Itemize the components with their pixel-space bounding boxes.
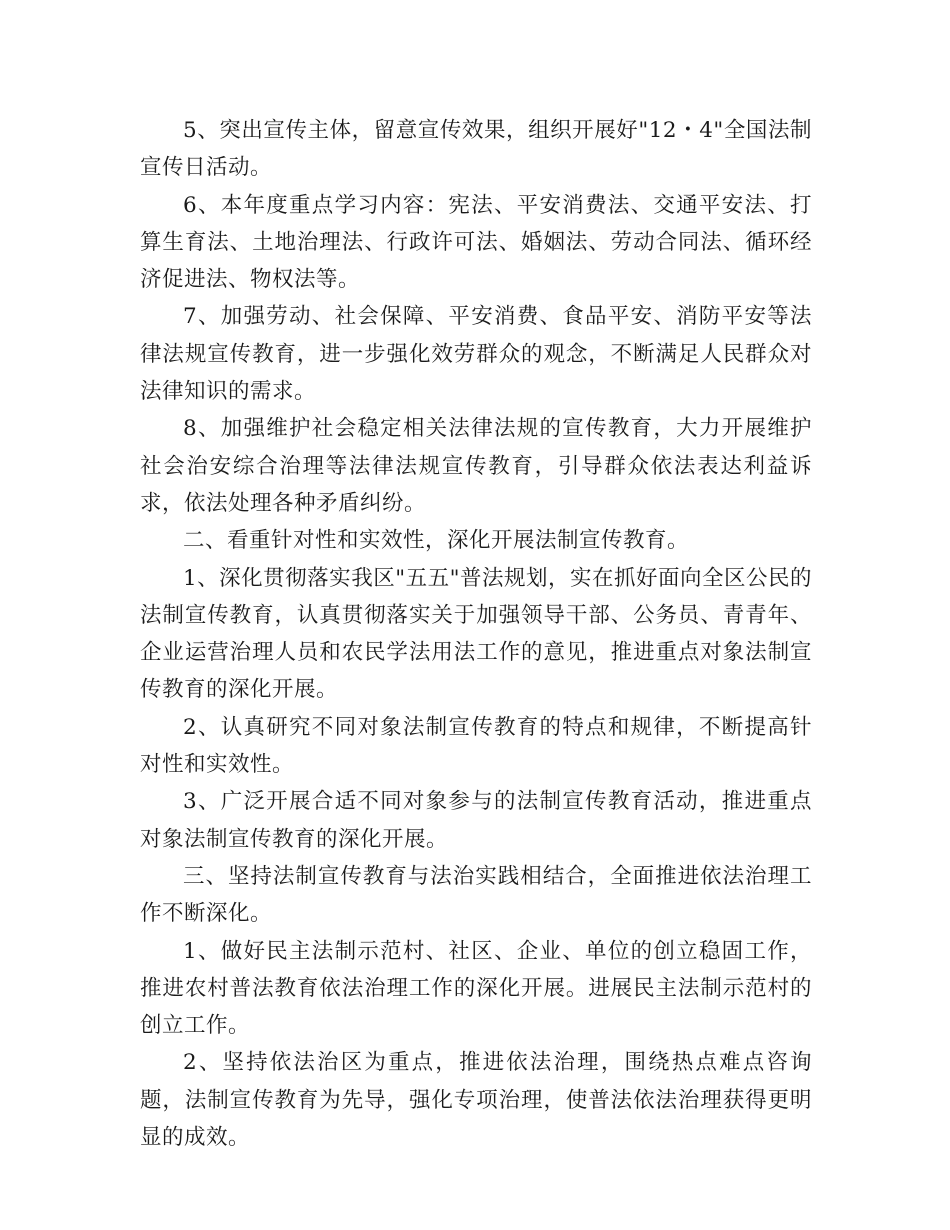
section-heading-2: 二、看重针对性和实效性，深化开展法制宣传教育。 xyxy=(183,528,690,554)
paragraph-section2-item-1: 1、深化贯彻落实我区"五五"普法规划，实在抓好面向全区公民的法制宣传教育，认真贯彻落实关于加强领导干部、公务员、青青年、企业运营治理人员和农民学法用法工作的意见，推进重点对象法制宣传教育的深化开展。 xyxy=(140,565,812,703)
paragraph-section2-item-2: 2、认真研究不同对象法制宣传教育的特点和规律，不断提高针对性和实效性。 xyxy=(140,714,812,778)
document-body xyxy=(140,112,812,1156)
paragraph-section3-item-2: 2、坚持依法治区为重点，推进依法治理，围绕热点难点咨询题，法制宣传教育为先导，强化专项治理，使普法依法治理获得更明显的成效。 xyxy=(140,1050,812,1151)
paragraph-item-5: 5、突出宣传主体，留意宣传效果，组织开展好"12・4"全国法制宣传日活动。 xyxy=(140,118,812,181)
paragraph-item-7: 7、加强劳动、社会保障、平安消费、食品平安、消防平安等法律法规宣传教育，进一步强化效劳群众的观念，不断满足人民群众对法律知识的需求。 xyxy=(140,304,812,405)
paragraph-section3-item-1: 1、做好民主法制示范村、社区、企业、单位的创立稳固工作，推进农村普法教育依法治理工作的深化开展。进展民主法制示范村的创立工作。 xyxy=(140,938,812,1039)
paragraph-item-6: 6、本年度重点学习内容：宪法、平安消费法、交通平安法、打算生育法、土地治理法、行政许可法、婚姻法、劳动合同法、循环经济促进法、物权法等。 xyxy=(140,192,812,293)
paragraph-section2-item-3: 3、广泛开展合适不同对象参与的法制宣传教育活动，推进重点对象法制宣传教育的深化开展。 xyxy=(140,789,812,852)
paragraph-item-8: 8、加强维护社会稳定相关法律法规的宣传教育，大力开展维护社会治安综合治理等法律法规宣传教育，引导群众依法表达利益诉求，依法处理各种矛盾纠纷。 xyxy=(140,416,812,516)
section-heading-3: 三、坚持法制宣传教育与法治实践相结合，全面推进依法治理工作不断深化。 xyxy=(140,863,812,927)
